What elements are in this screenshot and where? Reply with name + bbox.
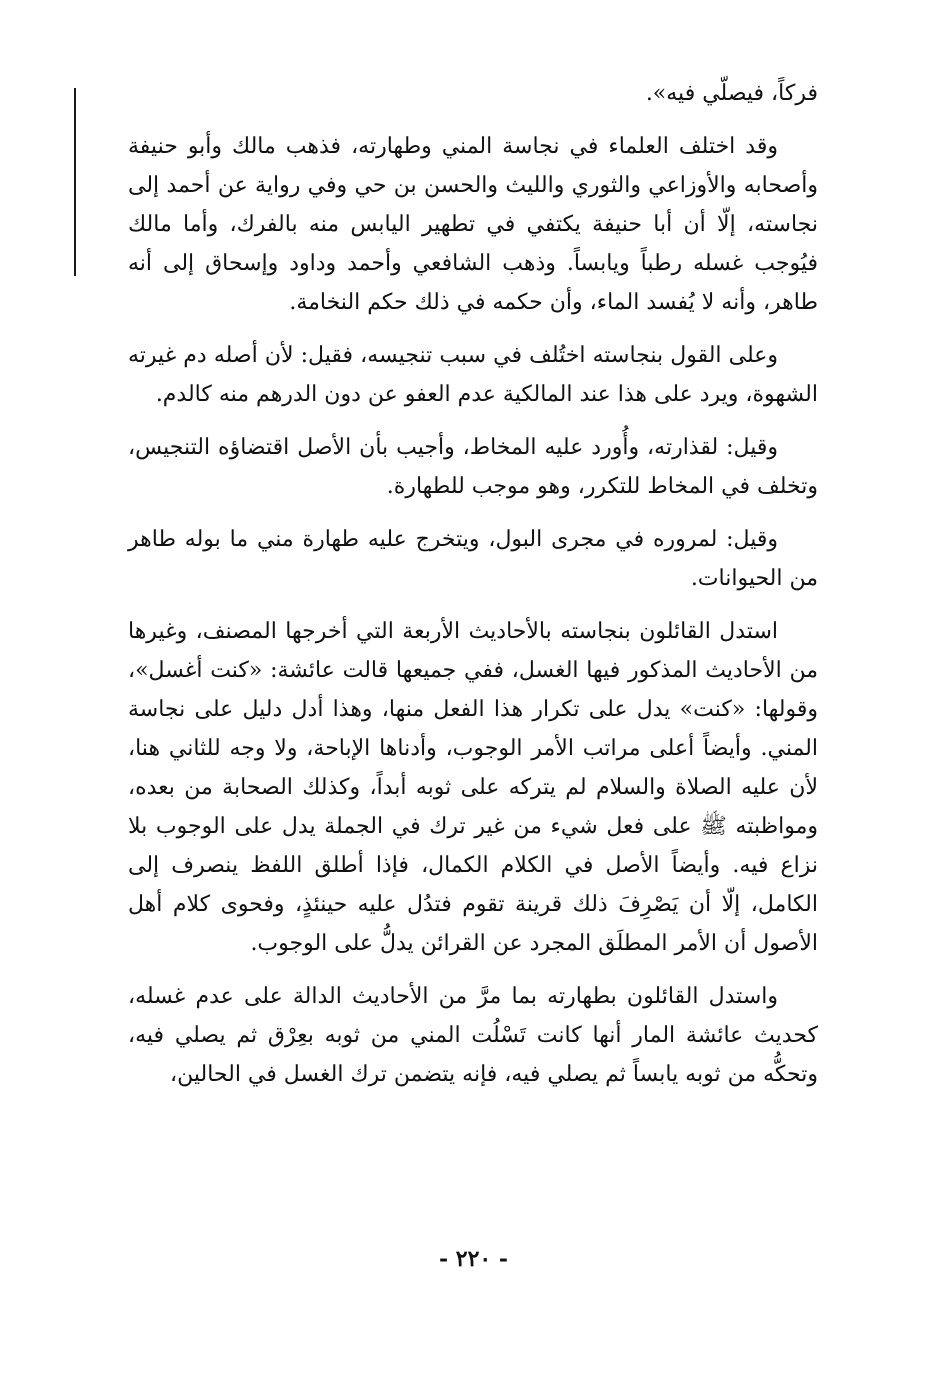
- page-body: [128, 74, 818, 1108]
- paragraph-continuation: فركاً، فيصلّي فيه».: [645, 81, 818, 106]
- page-number: - ٢٢٠ -: [438, 1246, 509, 1272]
- paragraph-reason-urinary-passage: وقيل: لمروره في مجرى البول، ويتخرج عليه طهارة مني ما بوله طاهر من الحيوانات.: [128, 527, 818, 591]
- paragraph-purity-evidence: واستدل القائلون بطهارته بما مرَّ من الأحاديث الدالة على عدم غسله، كحديث عائشة المار أنها كانت تَسْلُت المني من ثوبه بعِرْق ثم يصلي فيه، وتحكُّه من ثوبه يابساً ثم يصلي فيه، فإنه يتضمن ترك الغسل في الحالين،: [128, 984, 818, 1087]
- paragraph-impurity-evidence: استدل القائلون بنجاسته بالأحاديث الأربعة التي أخرجها المصنف، وغيرها من الأحاديث المذكور فيها الغسل، ففي جميعها قالت عائشة: «كنت أغسل»، وقولها: «كنت» يدل على تكرار هذا الفعل منها، وهذا أدل دليل على نجاسة المني. وأيضاً أعلى مراتب الأمر الوجوب، وأدناها الإباحة، ولا وجه للثاني هنا، لأن عليه الصلاة والسلام لم يتركه على ثوبه أبداً، وكذلك الصحابة من بعده، ومواظبته ﷺ على فعل شيء من غير ترك في الجملة يدل على الوجوب بلا نزاع فيه. وأيضاً الأصل في الكلام الكمال، فإذا أطلق اللفظ ينصرف إلى الكامل، إلّا أن يَصْرِفَ ذلك قرينة تقوم فتدُل عليه حينئذٍ، وفحوى كلام أهل الأصول أن الأمر المطلَق المجرد عن القرائن يدلُّ على الوجوب.: [128, 619, 818, 956]
- paragraph-reason-filth: وقيل: لقذارته، وأُورد عليه المخاط، وأجيب بأن الأصل اقتضاؤه التنجيس، وتخلف في المخاط للتكرر، وهو موجب للطهارة.: [128, 435, 818, 499]
- paragraph-reason-blood: وعلى القول بنجاسته اختُلف في سبب تنجيسه، فقيل: لأن أصله دم غيرته الشهوة، ويرد على هذا عند المالكية عدم العفو عن دون الدرهم منه كالدم.: [128, 343, 818, 407]
- margin-rule: [74, 88, 76, 276]
- paragraph-scholars-dispute: وقد اختلف العلماء في نجاسة المني وطهارته، فذهب مالك وأبو حنيفة وأصحابه والأوزاعي والثوري والليث والحسن بن حي وفي رواية عن أحمد إلى نجاسته، إلّا أن أبا حنيفة يكتفي في تطهير اليابس منه بالفرك، وأما مالك فيُوجب غسله رطباً ويابساً. وذهب الشافعي وأحمد وداود وإسحاق إلى أنه طاهر، وأنه لا يُفسد الماء، وأن حكمه في ذلك حكم النخامة.: [128, 134, 818, 315]
